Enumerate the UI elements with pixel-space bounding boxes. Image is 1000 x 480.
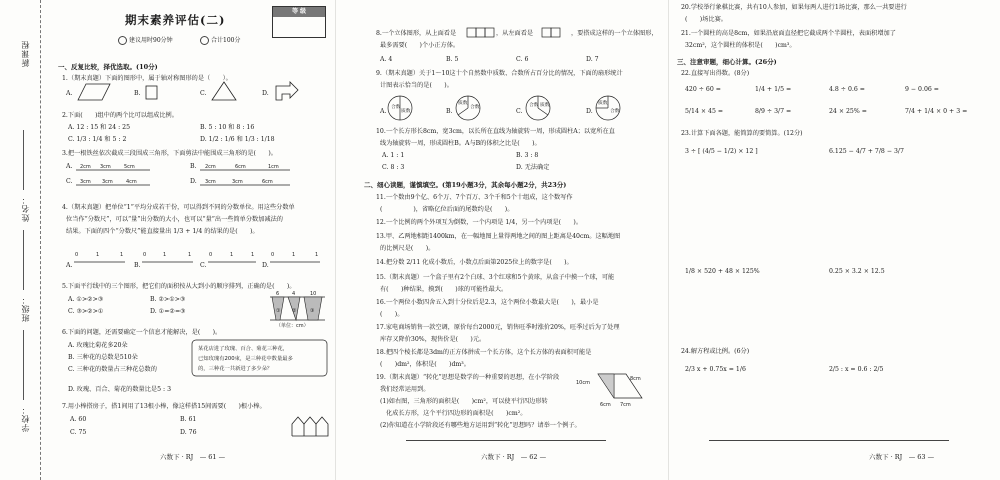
svg-text:5cm: 5cm: [124, 164, 135, 170]
svg-text:1: 1: [188, 252, 192, 258]
question-16: 16.一个两位小数四舍五入到十分位后是2.3，这个两位小数最大是( )，最小是: [376, 299, 599, 306]
question-11: 11.一个数由9个亿、6个万、7个百万、3个千和5个十组成，这个数写作: [376, 194, 573, 201]
question-7-houses: [0, 0, 335, 480]
svg-text:8cm: 8cm: [630, 376, 641, 382]
question-17: 17.家电商场销售一款空调，原价每台2000元，销售旺季时涨价20%，旺季过后为了处理: [376, 324, 620, 331]
svg-text:3cm: 3cm: [232, 179, 243, 185]
question-6: 6.下面的问题，还需要确定一个信息才能解决，是( )。: [62, 329, 222, 336]
margin-label-course: 新课程: [21, 40, 30, 67]
svg-text:10: 10: [310, 291, 317, 297]
svg-text:1: 1: [292, 252, 296, 258]
section-2-heading: 二、细心读题，谨慎填空。(第19小题3分，其余每小题2分，共23分): [364, 181, 567, 189]
svg-text:质数: 质数: [598, 101, 608, 106]
question-8: 8.一个立体图形，从上面看是: [376, 30, 457, 37]
section-3-heading: 三、注意审题，细心计算。(26分): [677, 58, 777, 66]
svg-text:合数: 合数: [529, 103, 539, 108]
svg-text:合数: 合数: [470, 105, 480, 110]
question-2: 2.下面( )组中的两个比可以组成比例。: [62, 112, 178, 119]
svg-text:3cm: 3cm: [100, 164, 111, 170]
grade-label: 等 级: [273, 7, 325, 17]
svg-text:10cm: 10cm: [576, 380, 590, 386]
question-18: 18.把四个棱长都是3dm的正方体拼成一个长方体，这个长方体的表面积可能是: [376, 349, 592, 356]
svg-text:6cm: 6cm: [262, 179, 273, 185]
question-10: 10.一个长方形长8cm，宽3cm，以长所在直线为轴旋转一周，形成圆柱A；以宽所在直: [376, 128, 615, 135]
svg-text:（单位：cm）: （单位：cm）: [276, 323, 309, 329]
page-61: 新课程 姓名： 班级： 学校： 期末素养评估(二) 等 级 建议用时90分钟 合计100分 一、反复比较，择优选取。(10分) 1.（期末真题）下面的图形中，属于轴对称图形的是（ ）。 A. B. C. D. 2.下面( )组中的两个比可以组成比例。 A. 12 : 15 和 24 : 25 B. 5 : 10 和 8 : 16 C. 1/3 : 1/4 和 5 : 2 D. 1/2 : 1/6 和 1/3 : 1/18 3.把一根铁丝依次截成三段围成三角形，下面剪法中能围成三角形的是( )。 A. B. C. D. 2cm 3cm 5cm 2cm 6cm 1cm 3cm 3cm 4cm 3cm 3cm 6cm 4.（期末真题）把单位“1”平均分成若干份，可以得到不同的分数单位。用这些分数单 位当作“分数尺”，可以“量”出分数的大小，也可以“量”出一些简单分数加减法的 结果。下面的四个“分数尺”能直接量出 1/3 + 1/4 的结果的是( )。 A. B. C. D. 0 1 1 0 1 1 0 1 1 0 1 1 5.下面平行线中的三个图形，把它们的面积按从大到小的顺序排列，正确的是( )。 A. ①>②>③ B. ②>①>③ C. ③>②>① D. ①=②=③ 6 4 10 ① ② ③ （单位：cm） 6.下面的问题，还需要确定一个信息才能解决，是( )。 A. 玫瑰比菊花多20朵 B. 三种花的总数是510朵 C. 三种花的数量占三种花总数的 D. 玫瑰、百合、菊花的数量比是5 : 3 某花店进了玫瑰、百合、菊花三种花， 已知玫瑰有200束，是三种花中数量最多 的，三种花一共新进了多少朵？ 7.用小棒搭房子，搭1间用了13根小棒，像这样搭15间需要( )根小棒。 A. 60 B. 61 C. 75 D. 76 六数下 · RJ — 61 —: [0, 0, 335, 480]
svg-text:质数: 质数: [401, 109, 411, 114]
svg-text:已知玫瑰有200束，是三种花中数量最多: 已知玫瑰有200束，是三种花中数量最多: [198, 356, 293, 362]
question-3: 3.把一根铁丝依次截成三段围成三角形，下面剪法中能围成三角形的是( )。: [62, 150, 277, 157]
svg-text:6cm: 6cm: [235, 164, 246, 170]
question-20: 20.学校举行象棋比赛，共有10人参加，如果每两人进行1场比赛，那么一共要进行: [681, 4, 907, 11]
section-1-heading: 一、反复比较，择优选取。(10分): [58, 63, 158, 71]
question-5: 5.下面平行线中的三个图形，把它们的面积按从大到小的顺序排列，正确的是( )。: [62, 283, 296, 290]
page-63: 20.学校举行象棋比赛，共有10人参加，如果每两人进行1场比赛，那么一共要进行 ( )场比赛。 21.一个圆柱的高是8cm，如果沿底面直径把它截成两个半圆柱，表面积增加了 32cm²，这个圆柱的体积是( )cm³。 三、注意审题，细心计算。(26分) 22.直接写出得数。(8分) 420 ÷ 60 = 1/4 + 1/5 = 4.8 ÷ 0.6 = 9 − 0.06 = 5/14 × 45 = 8/9 ÷ 3/7 = 24 × 25% = 7/4 + 1/4 × 0 + 3 = 23.计算下面各题，能简算的要简算。(12分) 3 ÷ [ (4/5 − 1/2) × 12 ] 6.125 − 4/7 + 7/8 − 3/7 1/8 × 520 + 48 × 125% 0.25 × 3.2 × 12.5 24.解方程或比例。(6分) 2/3 x + 0.75x = 1/6 2/5 : x = 0.6 : 2/5 六数下 · RJ — 63 —: [668, 0, 1000, 480]
svg-text:0: 0: [143, 252, 147, 258]
question-15: 15.（期末真题）一个盒子里有2个白球、3个红球和5个黄球，从盒子中摸一个球，可能: [376, 274, 615, 281]
svg-text:1: 1: [163, 252, 167, 258]
question-12: 12.一个比例的两个外项互为倒数，一个内项是 1/4，另一个内项是( )。: [376, 219, 583, 226]
question-1: 1.（期末真题）下面的图形中，属于轴对称图形的是（ ）。: [62, 75, 232, 82]
svg-text:3cm: 3cm: [102, 179, 113, 185]
question-13: 13.甲、乙两地相距1400km，在一幅地图上量得两地之间的图上距离是40cm。这幅地图: [376, 233, 621, 240]
margin-label-class: 班级：: [21, 295, 30, 322]
svg-text:某花店进了玫瑰、百合、菊花三种花，: 某花店进了玫瑰、百合、菊花三种花，: [198, 346, 289, 352]
question-19: 19.（期末真题）“转化”思想是数学的一种重要的思想，在小学阶段: [376, 374, 560, 381]
svg-text:质数: 质数: [458, 101, 468, 106]
page-footer: 六数下 · RJ — 63 —: [869, 453, 935, 461]
svg-text:合数: 合数: [610, 109, 620, 114]
svg-text:4cm: 4cm: [126, 179, 137, 185]
svg-text:4: 4: [292, 291, 296, 297]
question-7: 7.用小棒搭房子，搭1间用了13根小棒，像这样搭15间需要( )根小棒。: [62, 403, 266, 410]
margin-label-name: 姓名：: [21, 195, 30, 222]
question-9: 9.（期末真题）关于1～10这十个自然数中质数、合数所占百分比的情况，下面的扇形统计: [376, 70, 623, 77]
question-19-parallelogram-figure: [336, 0, 669, 480]
svg-text:②: ②: [292, 308, 297, 314]
page-footer: 六数下 · RJ — 62 —: [481, 453, 547, 461]
svg-text:1: 1: [96, 252, 100, 258]
svg-text:3cm: 3cm: [80, 179, 91, 185]
svg-text:2cm: 2cm: [80, 164, 91, 170]
question-21: 21.一个圆柱的高是8cm，如果沿底面直径把它截成两个半圆柱，表面积增加了: [681, 30, 896, 37]
question-14: 14.把分数 2/11 化成小数后，小数点后面第2025位上的数字是( )。: [376, 259, 573, 266]
svg-text:1: 1: [315, 252, 319, 258]
question-24: 24.解方程或比例。(6分): [681, 348, 750, 355]
svg-text:0: 0: [75, 252, 79, 258]
total-score: 合计100分: [200, 35, 240, 45]
svg-text:3cm: 3cm: [205, 179, 216, 185]
svg-text:的，三种花一共新进了多少朵？: 的，三种花一共新进了多少朵？: [198, 366, 273, 372]
question-22: 22.直接写出得数。(8分): [681, 70, 750, 77]
svg-text:7cm: 7cm: [620, 402, 631, 408]
svg-text:1: 1: [230, 252, 234, 258]
svg-text:0: 0: [209, 252, 213, 258]
question-23: 23.计算下面各题，能简算的要简算。(12分): [681, 130, 803, 137]
svg-text:6: 6: [276, 291, 280, 297]
svg-text:0: 0: [271, 252, 275, 258]
svg-text:2cm: 2cm: [205, 164, 216, 170]
svg-text:1: 1: [251, 252, 255, 258]
svg-text:6cm: 6cm: [600, 402, 611, 408]
svg-text:质数: 质数: [540, 103, 550, 108]
page-62: 8.一个立体图形，从上面看是 ，从左面看是 ，要搭成这样的一个立体图形， 最多需要( )个小正方体。 A. 4 B. 5 C. 6 D. 7 9.（期末真题）关于1～10这十个自然数中质数、合数所占百分比的情况，下面的扇形统计 计图表示恰当的是( )。 A. B. C. D. 合数 质数 合数 质数 合数 质数 合数 质数 10.一个长方形长8cm，宽3cm，以长所在直线为轴旋转一周，形成圆柱A；以宽所在直 线为轴旋转一周，形成圆柱B。A与B的体积之比是( )。 A. 1 : 1 B. 3 : 8 C. 8 : 3 D. 无法确定 二、细心读题，谨慎填空。(第19小题3分，其余每小题2分，共23分) 11.一个数由9个亿、6个万、7个百万、3个千和5个十组成，这个数写作 ( )，省略亿位后面的尾数约是( )。 12.一个比例的两个外项互为倒数，一个内项是 1/4，另一个内项是( )。 13.甲、乙两地相距1400km，在一幅地图上量得两地之间的图上距离是40cm。这幅地图 的比例尺是( )。 14.把分数 2/11 化成小数后，小数点后面第2025位上的数字是( )。 15.（期末真题）一个盒子里有2个白球、3个红球和5个黄球，从盒子中摸一个球，可能 有( )种结果，摸到( )球的可能性最大。 16.一个两位小数四舍五入到十分位后是2.3，这个两位小数最大是( )，最小是 ( )。 17.家电商场销售一款空调，原价每台2000元，销售旺季时涨价20%，旺季过后为了处理 库存又降价30%，现售价是( )元。 18.把四个棱长都是3dm的正方体拼成一个长方体，这个长方体的表面积可能是 ( )dm²，体积是( )dm³。 19.（期末真题）“转化”思想是数学的一种重要的思想，在小学阶段 我们经常运用到。 (1)如右图，三角形的面积是( )cm²，可以使平行四边形转 化成长方形，这个平行四边形的面积是( )cm²。 (2)你知道在小学阶段还有哪些地方运用到“转化”思想吗？请举一个例子。 10cm 8cm 6cm 7cm 六数下 · RJ — 62 —: [335, 0, 669, 480]
page-footer: 六数下 · RJ — 61 —: [160, 453, 226, 461]
svg-text:③: ③: [310, 308, 315, 314]
svg-text:合数: 合数: [391, 105, 401, 110]
svg-text:1: 1: [120, 252, 124, 258]
svg-text:①: ①: [276, 308, 281, 314]
suggested-time: 建议用时90分钟: [118, 35, 173, 45]
margin-label-school: 学校：: [21, 405, 30, 432]
question-4: 4.（期末真题）把单位“1”平均分成若干份，可以得到不同的分数单位。用这些分数单: [62, 204, 295, 211]
svg-text:1cm: 1cm: [268, 164, 279, 170]
page-title: 期末素养评估(二): [125, 13, 226, 27]
